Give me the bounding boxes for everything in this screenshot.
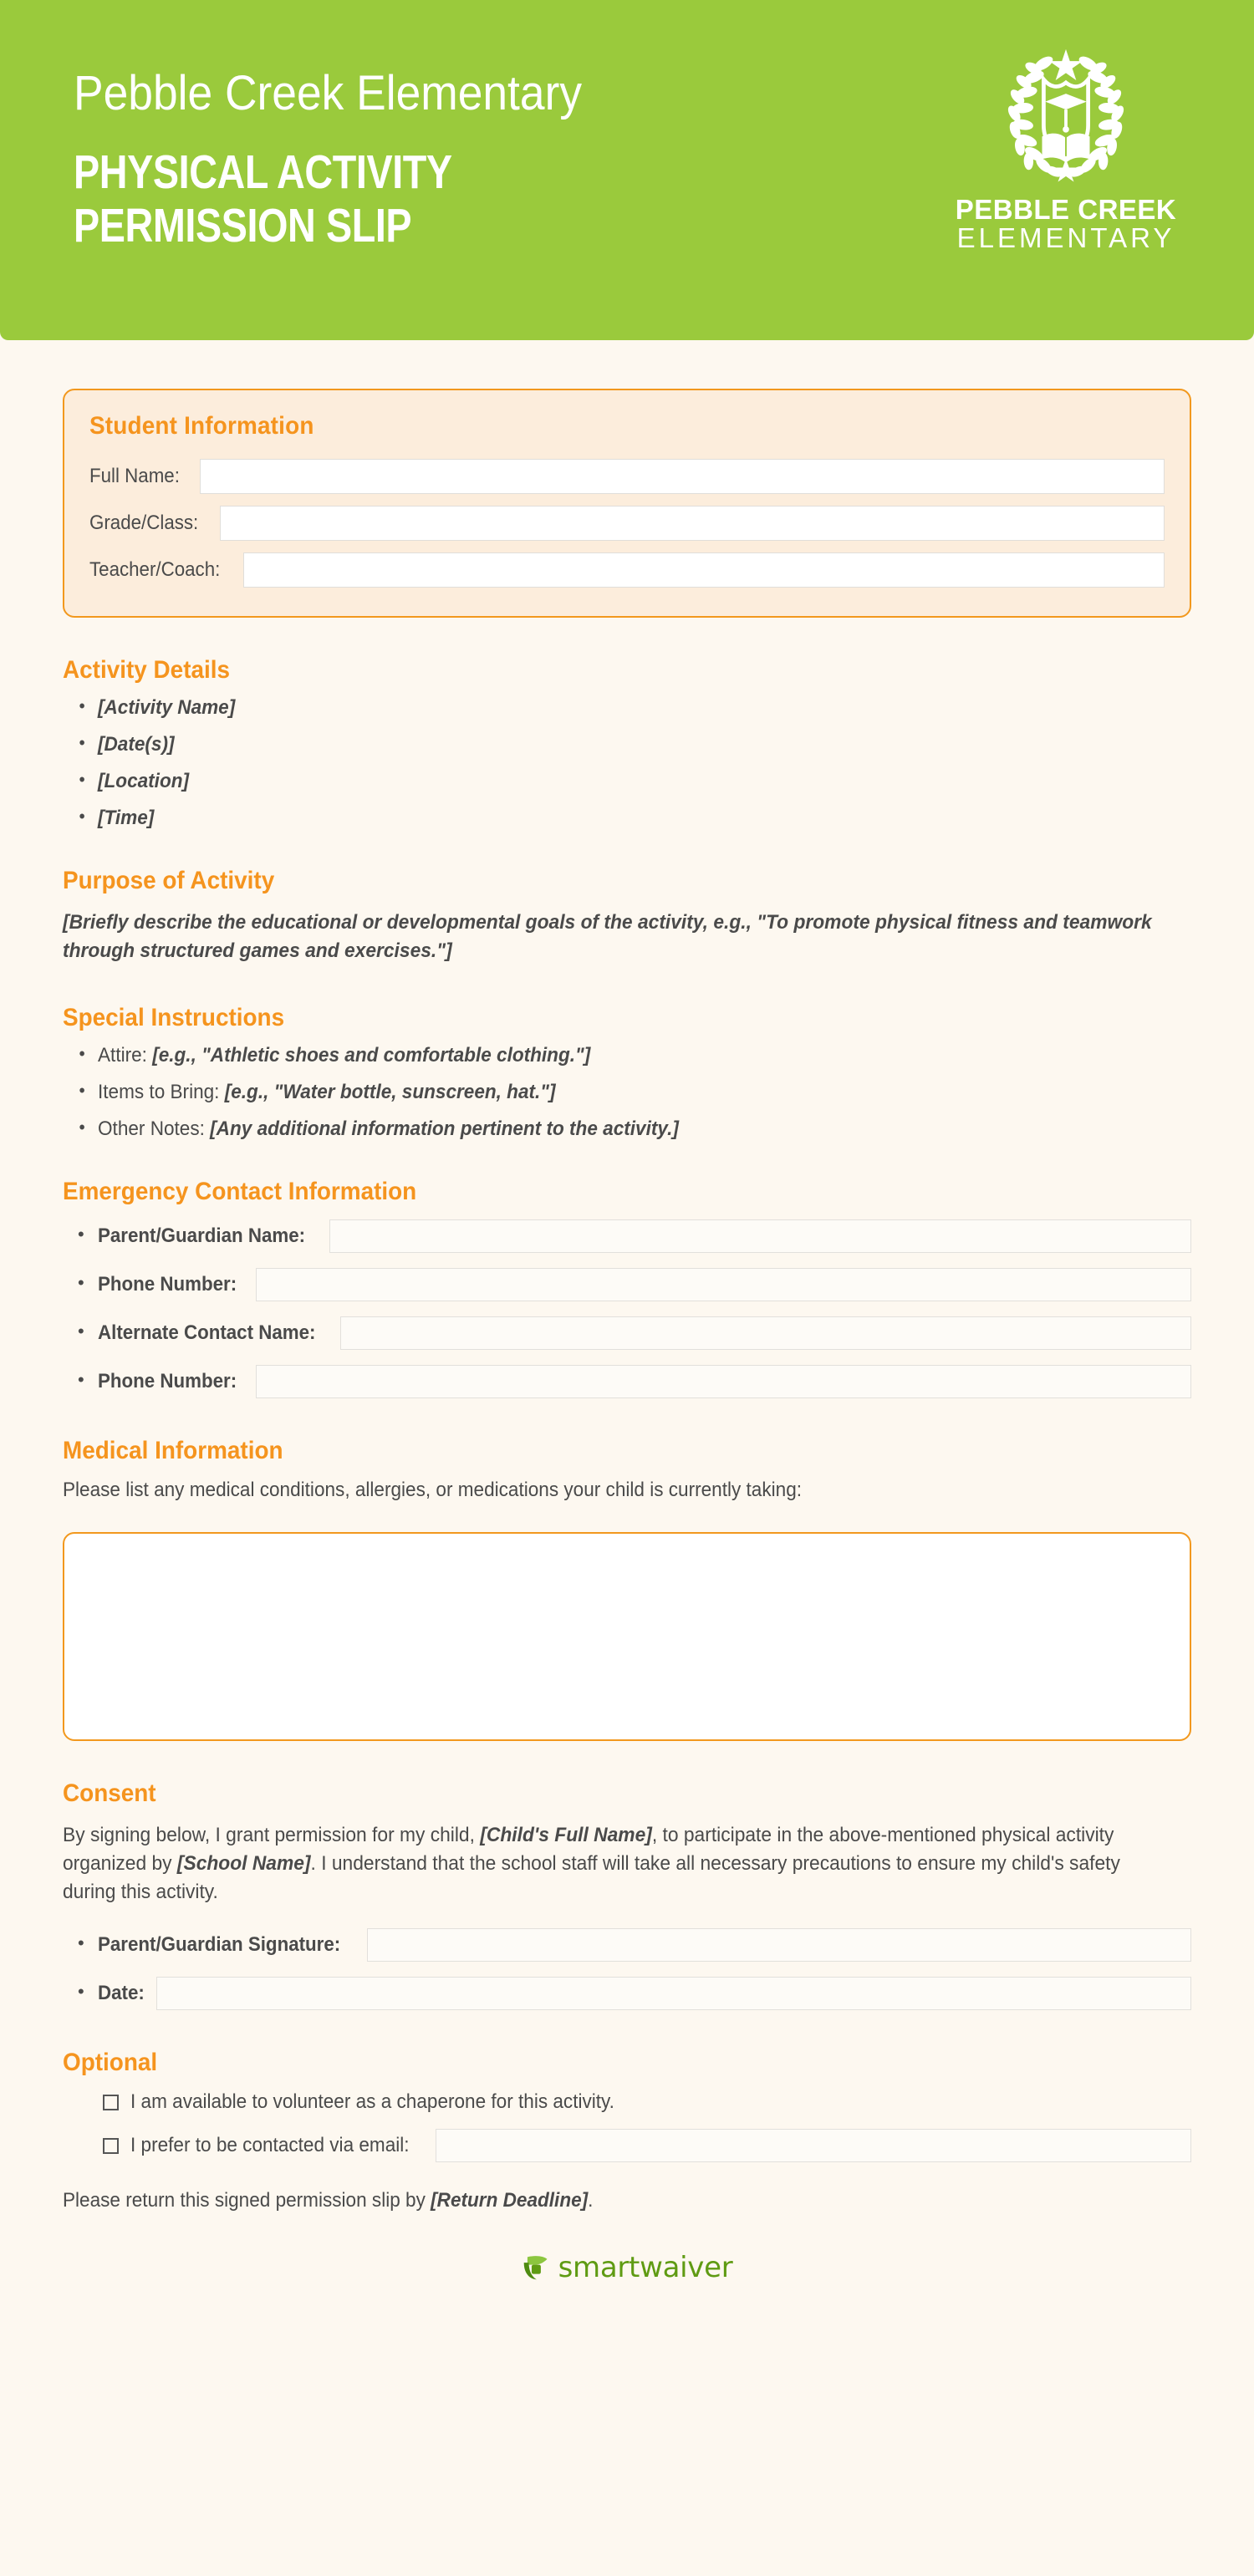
optional-row-volunteer	[103, 2090, 1191, 2114]
consent-body	[63, 1821, 1167, 1907]
field-row-grade-class	[89, 506, 1165, 541]
activity-details-title: Activity Details	[63, 656, 231, 684]
full-name-input[interactable]	[200, 459, 1165, 494]
contact-via-email-checkbox[interactable]	[103, 2138, 119, 2154]
purpose-of-activity-body: [Briefly describe the educational or developmental goals of the activity, e.g., "To promote physical fitness and teamwork through structured games and exercises."]	[63, 911, 1152, 963]
consent-text-part-1: By signing below, I grant permission for my child,	[63, 1824, 481, 1847]
parent-guardian-name-label: • Parent/Guardian Name:	[98, 1224, 306, 1248]
smartwaiver-wordmark: smartwaiver	[558, 2251, 733, 2285]
list-item	[98, 771, 1126, 792]
teacher-coach-label: Teacher/Coach:	[89, 558, 221, 581]
list-item	[98, 1119, 1126, 1139]
consent-text-part-2: , to participate in the above-mentioned physical activity organized by	[63, 1824, 1114, 1876]
list-item	[98, 1046, 1126, 1066]
form-content	[0, 389, 1254, 2308]
list-item	[98, 1082, 1126, 1102]
signature-date-label: • Date:	[98, 1982, 145, 2005]
list-item	[98, 698, 1126, 718]
contact-row-signature	[98, 1928, 1191, 1962]
optional-row-email	[103, 2129, 1191, 2162]
consent-signature-list	[63, 1928, 1191, 2010]
return-note-part-2: .	[588, 2189, 594, 2212]
contact-row-parent-guardian-name	[98, 1219, 1191, 1253]
special-instructions-list	[63, 1046, 1191, 1139]
optional-title: Optional	[63, 2049, 158, 2077]
volunteer-chaperone-checkbox[interactable]	[103, 2095, 119, 2110]
form-title-line-2: PERMISSION SLIP	[74, 198, 412, 252]
header-title-block	[74, 66, 843, 253]
school-logo	[940, 32, 1191, 254]
teacher-coach-input[interactable]	[243, 552, 1165, 588]
page-footer	[63, 2251, 1191, 2308]
contact-via-email-label: I prefer to be contacted via email:	[130, 2134, 410, 2157]
phone-number-alternate-label: • Phone Number:	[98, 1370, 237, 1393]
list-item	[98, 735, 1126, 755]
phone-number-primary-input[interactable]	[256, 1268, 1191, 1301]
medical-information-title: Medical Information	[63, 1437, 283, 1465]
activity-time-placeholder: [Time]	[98, 807, 155, 829]
optional-list	[63, 2090, 1191, 2162]
logo-text-line-2: ELEMENTARY	[956, 222, 1175, 253]
activity-details-list	[63, 698, 1191, 828]
parent-guardian-signature-input[interactable]	[367, 1928, 1191, 1962]
page-header	[0, 0, 1254, 340]
return-note-part-1: Please return this signed permission slip by	[63, 2189, 431, 2212]
student-information-card	[63, 389, 1191, 618]
laurel-wreath-crest-icon	[986, 32, 1145, 191]
purpose-of-activity-title: Purpose of Activity	[63, 867, 275, 894]
phone-number-primary-label: • Phone Number:	[98, 1273, 237, 1296]
field-row-full-name	[89, 459, 1165, 494]
form-title	[74, 146, 704, 253]
consent-text-part-3: . I understand that the school staff will take all necessary precautions to ensure my child's safety during this activity.	[63, 1852, 1120, 1904]
contact-row-date	[98, 1977, 1191, 2010]
phone-number-alternate-input[interactable]	[256, 1365, 1191, 1398]
special-instructions-title: Special Instructions	[63, 1004, 285, 1032]
contact-row-phone-alternate	[98, 1365, 1191, 1398]
contact-email-input[interactable]	[436, 2129, 1191, 2162]
emergency-contact-title: Emergency Contact Information	[63, 1178, 417, 1206]
full-name-label: Full Name:	[89, 465, 180, 487]
contact-row-phone-primary	[98, 1268, 1191, 1301]
grade-class-input[interactable]	[220, 506, 1165, 541]
consent-title: Consent	[63, 1779, 156, 1808]
parent-guardian-signature-label: • Parent/Guardian Signature:	[98, 1933, 341, 1957]
return-deadline-placeholder: [Return Deadline]	[431, 2189, 589, 2212]
items-to-bring-placeholder: [e.g., "Water bottle, sunscreen, hat."]	[224, 1081, 556, 1104]
student-information-title: Student Information	[89, 412, 314, 440]
smartwaiver-leaf-icon	[522, 2254, 550, 2281]
other-notes-label: Other Notes:	[98, 1117, 211, 1141]
signature-date-input[interactable]	[156, 1977, 1191, 2010]
logo-text-line-1: PEBBLE CREEK	[955, 194, 1177, 225]
field-row-teacher-coach	[89, 552, 1165, 588]
parent-guardian-name-input[interactable]	[329, 1219, 1191, 1253]
medical-information-prompt: Please list any medical conditions, allergies, or medications your child is currently taking:	[63, 1479, 803, 1502]
return-deadline-note	[63, 2189, 1124, 2212]
activity-name-placeholder: [Activity Name]	[98, 696, 236, 719]
form-title-line-1: PHYSICAL ACTIVITY	[74, 145, 452, 199]
other-notes-placeholder: [Any additional information pertinent to the activity.]	[210, 1117, 679, 1141]
items-to-bring-label: Items to Bring:	[98, 1081, 225, 1104]
alternate-contact-name-label: • Alternate Contact Name:	[98, 1321, 316, 1345]
attire-label: Attire:	[98, 1044, 153, 1067]
list-item	[98, 808, 1126, 828]
alternate-contact-name-input[interactable]	[340, 1316, 1191, 1350]
medical-information-textarea[interactable]	[63, 1532, 1191, 1741]
volunteer-chaperone-label: I am available to volunteer as a chaperone for this activity.	[130, 2090, 614, 2114]
grade-class-label: Grade/Class:	[89, 512, 199, 534]
contact-row-alternate-name	[98, 1316, 1191, 1350]
child-full-name-placeholder: [Child's Full Name]	[480, 1824, 652, 1847]
emergency-contact-list	[63, 1219, 1191, 1398]
school-name: Pebble Creek Elementary	[74, 66, 583, 120]
attire-placeholder: [e.g., "Athletic shoes and comfortable clothing."]	[152, 1044, 591, 1067]
school-name-placeholder: [School Name]	[176, 1852, 311, 1876]
activity-dates-placeholder: [Date(s)]	[98, 733, 175, 756]
activity-location-placeholder: [Location]	[98, 770, 190, 792]
